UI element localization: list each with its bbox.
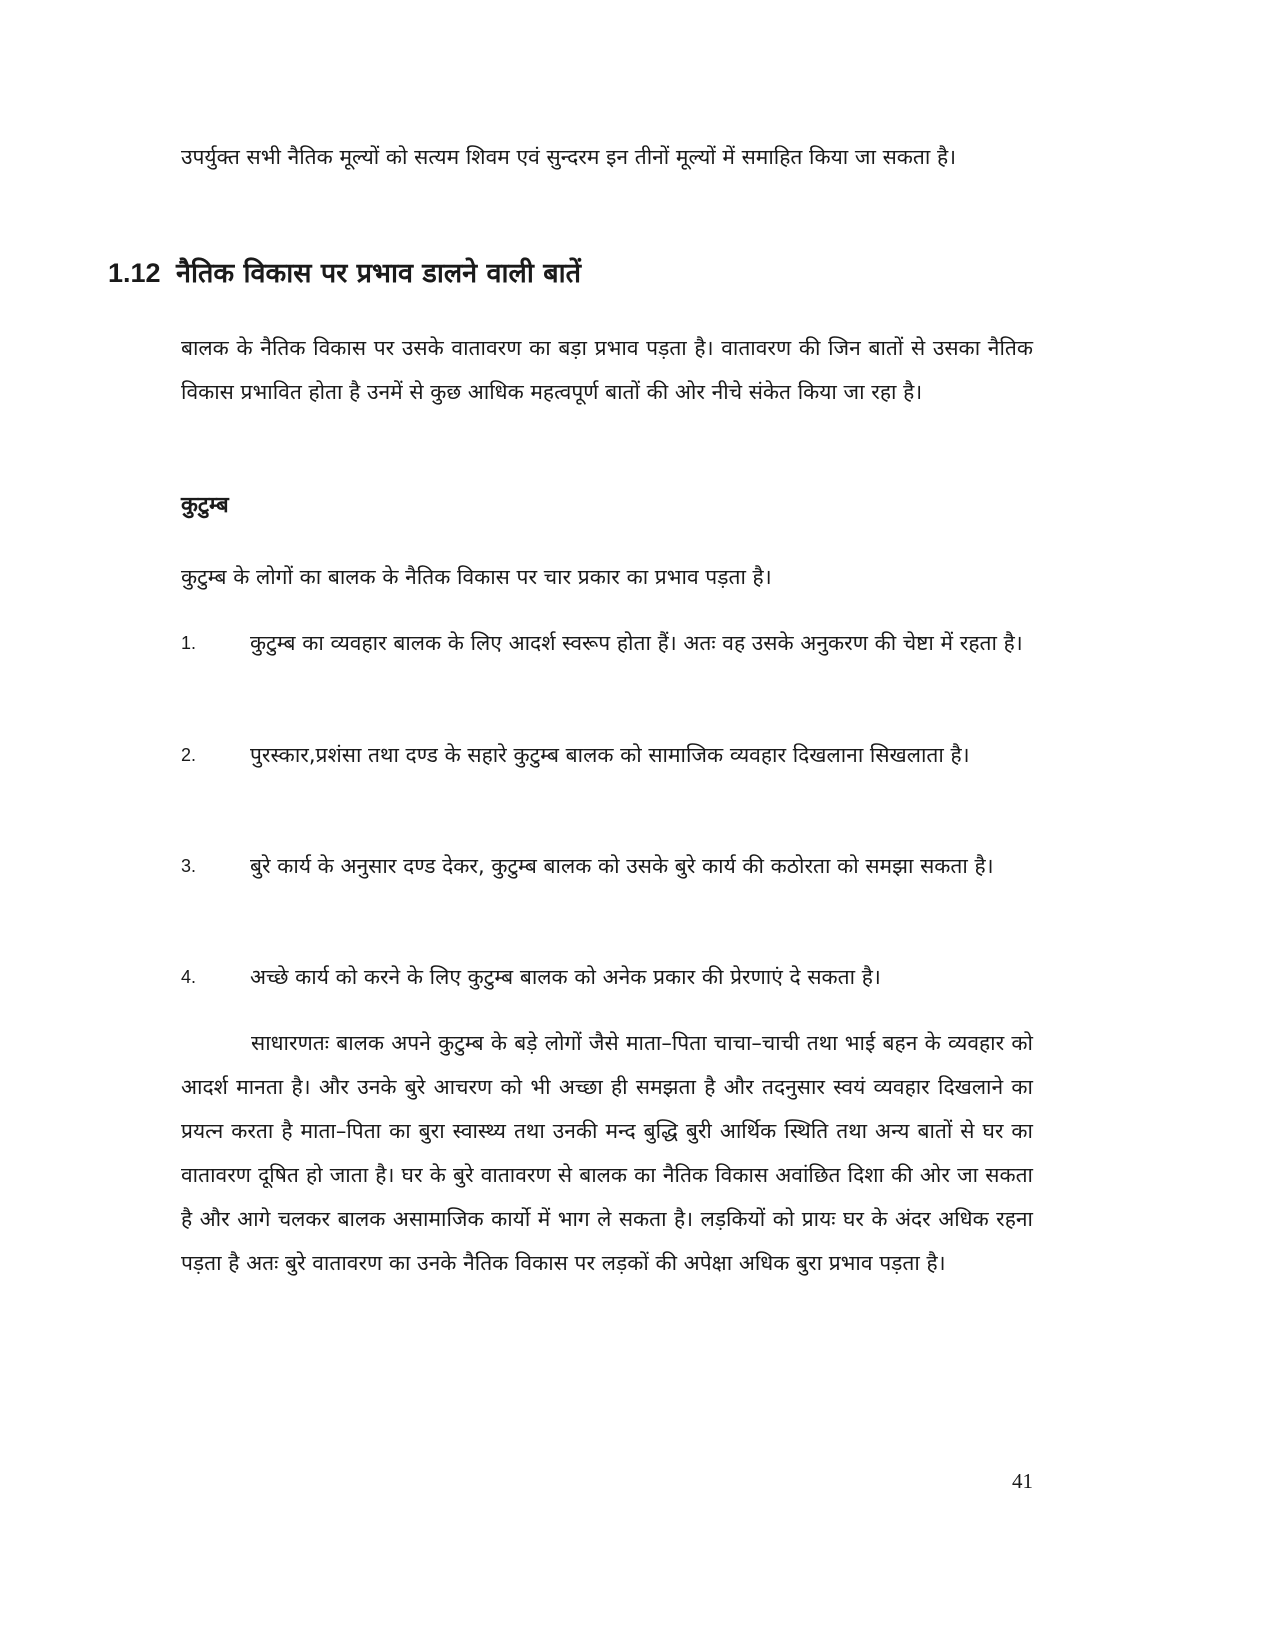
section-number: 1.12 — [108, 258, 161, 288]
section-paragraph: बालक के नैतिक विकास पर उसके वातावरण का बड़ा प्रभाव पड़ता है। वातावरण की जिन बातों से उसका नैतिक विकास प्रभावित होता है उनमें से कुछ आधिक महत्वपूर्ण बातों की ओर नीचे संकेत किया जा रहा है। — [181, 336, 1033, 404]
list-item — [181, 955, 1033, 999]
list-item-marker: 1. — [181, 633, 197, 653]
list-item-marker: 4. — [181, 967, 197, 987]
subsection-lead: कुटुम्ब के लोगों का बालक के नैतिक विकास पर चार प्रकार का प्रभाव पड़ता है। — [181, 565, 772, 589]
intro-paragraph: उपर्युक्त सभी नैतिक मूल्यों को सत्यम शिवम एवं सुन्दरम इन तीनों मूल्यों में समाहित किया जा सकता है। — [181, 145, 957, 169]
closing-paragraph: साधारणतः बालक अपने कुटुम्ब के बड़े लोगों जैसे माता–पिता चाचा–चाची तथा भाई बहन के व्यवहार को आदर्श मानता है। और उनके बुरे आचरण को भी अच्छा ही समझता है और तदनुसार स्वयं व्यवहार दिखलाने का प्रयत्न करता है माता–पिता का बुरा स्वास्थ्य तथा उनकी मन्द बुद्धि बुरी आर्थिक स्थिति तथा अन्य बातों से घर का वातावरण दूषित हो जाता है। घर के बुरे वातावरण से बालक का नैतिक विकास अवांछित दिशा की ओर जा सकता है और आगे चलकर बालक असामाजिक कार्यो में भाग ले सकता है। लड़कियों को प्रायः घर के अंदर अधिक रहना पड़ता है अतः बुरे वातावरण का उनके नैतिक विकास पर लड़कों की अपेक्षा अधिक बुरा प्रभाव पड़ता है। — [181, 1031, 1033, 1275]
list-item-text: अच्छे कार्य को करने के लिए कुटुम्ब बालक को अनेक प्रकार की प्रेरणाएं दे सकता है। — [250, 965, 881, 989]
section-title: नैतिक विकास पर प्रभाव डालने वाली बातें — [175, 258, 582, 289]
list-item — [181, 733, 1033, 777]
list-item-marker: 2. — [181, 745, 197, 765]
list-item-text: बुरे कार्य के अनुसार दण्ड देकर, कुटुम्ब बालक को उसके बुरे कार्य की कठोरता को समझा सकता है। — [250, 854, 994, 878]
list-item-text: पुरस्कार,प्रशंसा तथा दण्ड के सहारे कुटुम्ब बालक को सामाजिक व्यवहार दिखलाना सिखलाता है। — [250, 743, 970, 767]
page-number: 41 — [1012, 1469, 1033, 1493]
list-item-text: कुटुम्ब का व्यवहार बालक के लिए आदर्श स्वरूप होता हैं। अतः वह उसके अनुकरण की चेष्टा में रहता है। — [250, 631, 1023, 655]
list-item-marker: 3. — [181, 856, 197, 876]
subsection-title: कुटुम्ब — [181, 493, 229, 518]
list-item — [181, 844, 1033, 888]
section-heading — [108, 251, 581, 296]
list-item — [181, 621, 1033, 665]
